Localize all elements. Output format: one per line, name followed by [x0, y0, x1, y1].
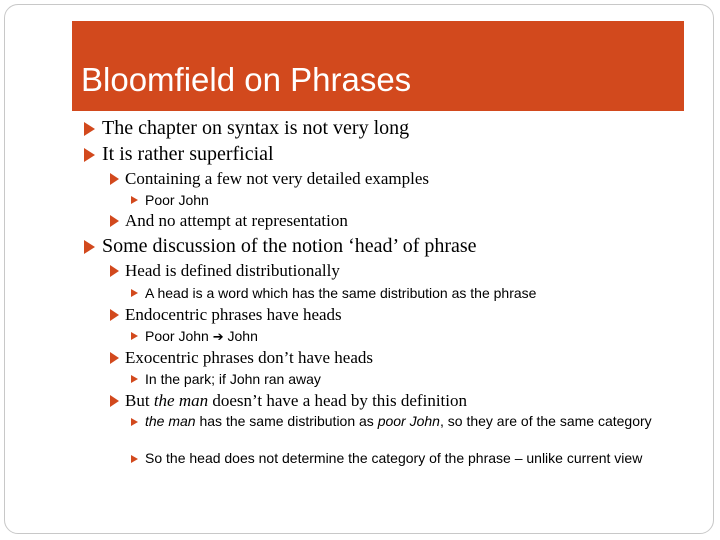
triangle-bullet-icon — [131, 289, 138, 297]
bullet-item: Some discussion of the notion ‘head’ of phrase — [102, 235, 477, 257]
triangle-bullet-icon — [131, 418, 138, 426]
text-segment: doesn’t have a head by this definition — [208, 391, 467, 410]
triangle-bullet-icon — [131, 196, 138, 204]
triangle-bullet-icon — [84, 122, 95, 136]
triangle-bullet-icon — [110, 215, 119, 227]
triangle-bullet-icon — [131, 332, 138, 340]
bullet-item: A head is a word which has the same distribution as the phrase — [145, 285, 537, 301]
bullet-item: It is rather superficial — [102, 143, 274, 165]
bullet-item: And no attempt at representation — [125, 211, 348, 230]
triangle-bullet-icon — [110, 309, 119, 321]
triangle-bullet-icon — [110, 265, 119, 277]
right-arrow-icon: ➔ — [212, 330, 224, 345]
text-segment: has the same distribution as — [195, 413, 378, 429]
triangle-bullet-icon — [131, 455, 138, 463]
triangle-bullet-icon — [110, 395, 119, 407]
bullet-item: In the park; if John ran away — [145, 371, 321, 387]
bullet-item — [125, 391, 467, 411]
italic-text: the man — [153, 391, 209, 410]
bullet-item: Exocentric phrases don’t have heads — [125, 348, 373, 367]
triangle-bullet-icon — [110, 352, 119, 364]
slide-title: Bloomfield on Phrases — [81, 61, 412, 98]
bullet-item: Head is defined distributionally — [125, 261, 340, 280]
italic-text: poor John — [377, 413, 440, 429]
text-segment: But — [125, 391, 154, 410]
bullet-item — [145, 414, 655, 429]
head-text: John — [227, 328, 258, 344]
bullet-item: Endocentric phrases have heads — [125, 305, 342, 324]
bullet-item: Poor John — [145, 192, 209, 208]
phrase-text: Poor John — [145, 328, 209, 344]
bullet-item: The chapter on syntax is not very long — [102, 117, 410, 139]
italic-text: the man — [145, 413, 196, 429]
triangle-bullet-icon — [131, 375, 138, 383]
bullet-item — [145, 328, 258, 345]
triangle-bullet-icon — [110, 173, 119, 185]
text-segment: , so they are of the same category — [439, 413, 652, 429]
triangle-bullet-icon — [84, 148, 95, 162]
triangle-bullet-icon — [84, 240, 95, 254]
bullet-item: So the head does not determine the category of the phrase – unlike current view — [145, 450, 643, 466]
bullet-item: Containing a few not very detailed examples — [125, 169, 430, 188]
